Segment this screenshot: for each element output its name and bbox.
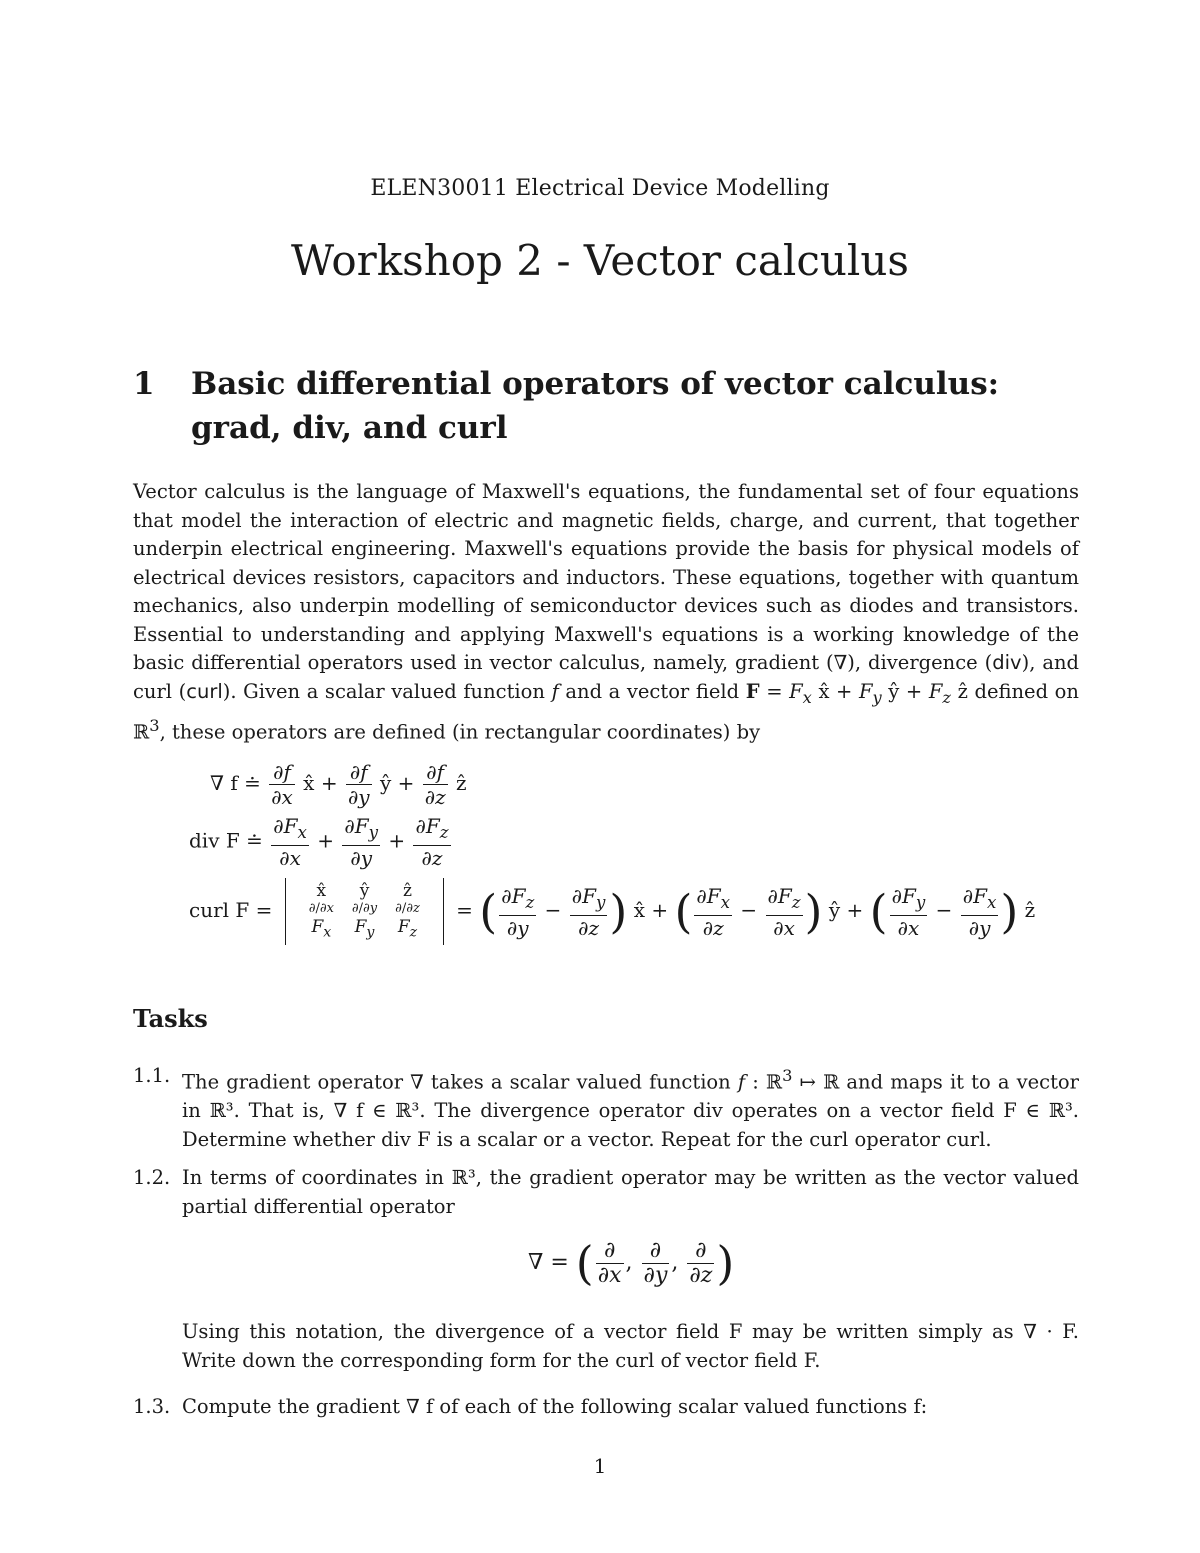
task-1-2-continued <box>133 1318 1079 1375</box>
task-text: The gradient operator ∇ takes a scalar valued function <box>182 1070 738 1094</box>
task-1-2 <box>133 1164 1079 1221</box>
intro-text-2: ), divergence ( <box>847 651 993 674</box>
intro-text-7: , these operators are defined (in rectangular coordinates) by <box>159 720 761 744</box>
task-text-cont: and maps it to a vector in ℝ³. That is, ∇ f ∈ ℝ³. The divergence operator div operates on a vector field F ∈ ℝ³. Determine whether div F is a scalar or a vector. Repeat for the curl operator curl. <box>182 1070 1079 1151</box>
task-number: 1.2. <box>133 1166 171 1189</box>
section-number: 1 <box>133 366 155 402</box>
intro-text-1: Vector calculus is the language of Maxwell's equations, the fundamental set of four equations that model the interaction of electric and magnetic fields, charge, and current, that together underpin electrical engineering. Maxwell's equations provide the basis for physical models of electrical devices resistors, capacitors and inductors. These equations, together with quantum mechanics, also underpin modelling of semiconductor devices such as diodes and transistors. Essential to understanding and applying Maxwell's equations is a working knowledge of the basic differential operators used in vector calculus, namely, gradient ( <box>133 480 1079 674</box>
section-title: Basic differential operators of vector calculus: grad, div, and curl <box>191 366 1000 446</box>
tasks-heading: Tasks <box>133 1004 208 1033</box>
intro-text-3: ), and curl ( <box>133 651 1080 703</box>
page-number: 1 <box>593 1454 607 1478</box>
curl-lhs: curl F = <box>189 898 273 923</box>
intro-text-6: defined on <box>967 679 1079 703</box>
intro-text-4: ). Given a scalar valued function <box>222 679 552 703</box>
divergence-equation: div F ≐ $\frac{\partial F_x}{\partial x}$ + $\frac{\partial F_y}{\partial y}$ + $\frac{\partial F_z}{\partial z}$ <box>189 814 449 870</box>
intro-text-5: and a vector field <box>558 679 746 703</box>
task-text: Using this notation, the divergence of a vector field F may be written simply as ∇ · F. Write down the corresponding form for the curl of vector field F. <box>182 1320 1079 1372</box>
divergence-lhs: div F ≐ <box>189 828 263 853</box>
operator-definitions <box>180 760 1080 970</box>
task-text: Compute the gradient ∇ f of each of the following scalar valued functions f: <box>182 1395 928 1418</box>
curl-determinant: x̂ ŷ ẑ ∂/∂x ∂/∂y ∂/∂z $F_x$ $F_y$ $F_z$ <box>285 878 444 945</box>
task-1-3 <box>133 1393 1079 1422</box>
intro-paragraph: Vector calculus is the language of Maxwell's equations, the fundamental set of four equations that model the interaction of electric and magnetic fields, charge, and current, that together underpin electrical engineering. Maxwell's equations provide the basis for physical models of electrical devices resistors, capacitors and inductors. These equations, together with quantum mechanics, also underpin modelling of semiconductor devices such as diodes and transistors. Essential to understanding and applying Maxwell's equations is a working knowledge of the basic differential operators used in vector calculus, namely, gradient (∇), divergence (div), and curl (curl). Given a scalar valued function f and a vector field $F = F_x$ x̂ + $F_y$ ŷ + $F_z$ ẑ defined on ℝ$^3$, these operators are defined (in rectangular coordinates) by <box>133 480 1080 744</box>
curl-equation: curl F = x̂ ŷ ẑ ∂/∂x ∂/∂y ∂/∂z $F_x$ $F_y$ $F_z$ = ( $\frac{\partial F_z}{\partial y}$ − $\frac{\partial F_y}{\partial z}$ ) x̂ + ( $\frac{\partial F_x}{\partial z}$ − $\frac{\partial F_z}{\partial x}$ ) ŷ + ( $\frac{\partial F_y}{\partial x}$ − $\frac{\partial F_x}{\partial y}$ ) ẑ <box>189 878 1035 945</box>
nabla-definition: ∇ = ( $\frac{\partial}{\partial x}$ , $\frac{\partial}{\partial y}$ , $\frac{\partial}{\partial z}$ ) <box>528 1236 735 1290</box>
page-title: Workshop 2 - Vector calculus <box>291 236 909 285</box>
task-number: 1.3. <box>133 1395 171 1418</box>
section-heading <box>133 362 1093 450</box>
task-text: In terms of coordinates in ℝ³, the gradient operator may be written as the vector valued partial differential operator <box>182 1166 1079 1218</box>
task-1-1: 1.1. The gradient operator ∇ takes a scalar valued function f : ℝ$^3$ ↦ ℝ and maps it to a vector in ℝ³. That is, ∇ f ∈ ℝ³. The divergence operator div operates on a vector field F ∈ ℝ³. Determine whether div F is a scalar or a vector. Repeat for the curl operator curl. <box>133 1064 1079 1151</box>
gradient-equation: ∇ f ≐ $\frac{\partial f}{\partial x}$ x̂ + $\frac{\partial f}{\partial y}$ ŷ + $\frac{\partial f}{\partial z}$ ẑ <box>210 760 467 809</box>
gradient-lhs: ∇ f ≐ <box>210 771 261 795</box>
course-title: ELEN30011 Electrical Device Modelling <box>370 176 830 201</box>
task-number: 1.1. <box>133 1064 171 1087</box>
